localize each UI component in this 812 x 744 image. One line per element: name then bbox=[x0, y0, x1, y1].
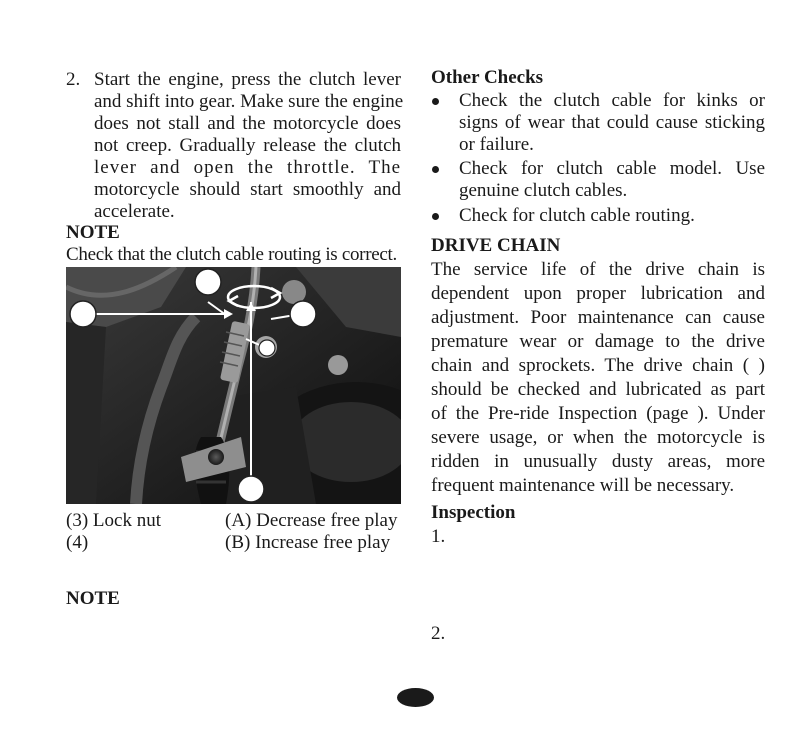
drive-chain-line: should be checked and lubricated as part bbox=[431, 379, 765, 400]
inspection-step-2: 2. bbox=[431, 623, 446, 644]
callout-4 bbox=[238, 476, 264, 502]
bullet-dot-icon bbox=[432, 166, 439, 173]
caption-4: (4) bbox=[66, 532, 89, 553]
other-checks-heading: Other Checks bbox=[431, 67, 544, 88]
note-heading: NOTE bbox=[66, 222, 120, 243]
callout-3 bbox=[290, 301, 316, 327]
inspection-step-1: 1. bbox=[431, 526, 446, 547]
bullet-line: signs of wear that could cause sticking bbox=[459, 112, 765, 133]
drive-chain-line: The service life of the drive chain is bbox=[431, 259, 765, 280]
drive-chain-line: adjustment. Poor maintenance can cause bbox=[431, 307, 765, 328]
caption-decrease: (A) Decrease free play bbox=[225, 510, 398, 531]
step-line: lever and open the throttle. The bbox=[94, 157, 401, 178]
bullet-line: Check for clutch cable model. Use bbox=[459, 158, 765, 179]
bullet-line: Check for clutch cable routing. bbox=[459, 205, 695, 226]
drive-chain-line: severe usage, or when the motorcycle is bbox=[431, 427, 765, 448]
callout-1 bbox=[70, 301, 96, 327]
step-line: motorcycle should start smoothly and bbox=[94, 179, 401, 200]
page-number-oval-icon bbox=[397, 688, 434, 707]
step-number: 2. bbox=[66, 69, 81, 90]
drive-chain-line: chain and sprockets. The drive chain ( ) bbox=[431, 355, 765, 376]
step-line: not creep. Gradually release the clutch bbox=[94, 135, 401, 156]
caption-lock-nut: (3) Lock nut bbox=[66, 510, 161, 531]
bullet-line: genuine clutch cables. bbox=[459, 180, 628, 201]
bullet-dot-icon bbox=[432, 213, 439, 220]
bullet-line: or failure. bbox=[459, 134, 534, 155]
inspection-heading: Inspection bbox=[431, 502, 516, 523]
step-line: and shift into gear. Make sure the engine bbox=[94, 91, 404, 112]
step-line: does not stall and the motorcycle does bbox=[94, 113, 401, 134]
drive-chain-line: ridden in unusually dusty areas, more bbox=[431, 451, 765, 472]
drive-chain-heading: DRIVE CHAIN bbox=[431, 235, 561, 256]
step-line: accelerate. bbox=[94, 201, 175, 222]
drive-chain-line: dependent upon proper lubrication and bbox=[431, 283, 765, 304]
drive-chain-line: premature wear or damage to the drive bbox=[431, 331, 765, 352]
caption-increase: (B) Increase free play bbox=[225, 532, 391, 553]
step-line: Start the engine, press the clutch lever bbox=[94, 69, 401, 90]
callout-2 bbox=[195, 269, 221, 295]
drive-chain-line: of the Pre-ride Inspection (page ). Under bbox=[431, 403, 765, 424]
callout-small bbox=[259, 340, 275, 356]
note-heading-2: NOTE bbox=[66, 588, 120, 609]
bullet-line: Check the clutch cable for kinks or bbox=[459, 90, 765, 111]
note-text: Check that the clutch cable routing is correct. bbox=[66, 244, 397, 265]
clutch-cable-photo bbox=[66, 267, 401, 504]
clutch-cable-photo-drawing bbox=[66, 267, 401, 504]
drive-chain-line: frequent maintenance will be necessary. bbox=[431, 475, 735, 496]
bullet-dot-icon bbox=[432, 98, 439, 105]
